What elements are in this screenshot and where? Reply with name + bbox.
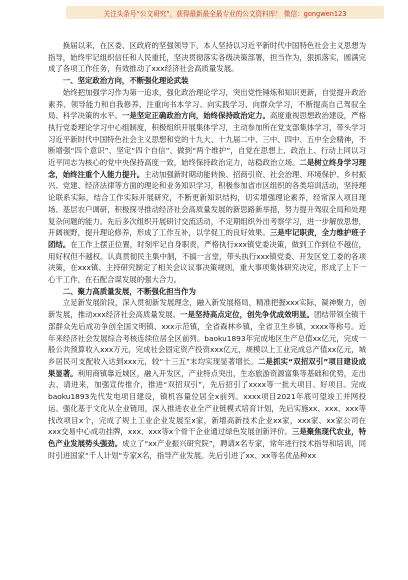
- section-2-text-b: 团结带领全镇干部群众先后成功争创全国文明镇、xxx示范镇，全省森林乡镇，全省卫生乡镇，xxxx等称号。近年来经济社会发展综合考核连续位居全区前列。baoku1893年完成地区生产总值xx亿元，完成一般公共预算收入xxx万元，完成社会固定资产投资xxx亿元，规模以上工业完成总产值xx亿元，城乡居民可支配收入达到xxx元，较“十三五”末均实现显著增长。: [48, 310, 366, 366]
- section-1-point-3: 三是牢记职责，全力维护班子团结。: [48, 228, 366, 249]
- section-1-text-b: 高度重视思想政治建设，严格执行党委理论学习中心组制度，积极组织开展集体学习，主动参加所在党支部集体学习，带头学习习近平新时代中国特色社会主义思想和党的十九大、十九届二中、三中、四中、五中全会精神，不断增强“四个意识”、坚定“四个自信”、做到“两个维护”，自觉在思想上、政治上、行动上同以习近平同志为核心的党中央保持高度一致，始终保持政治定力，站稳政治立场。: [48, 111, 366, 168]
- section-2-text-a: 立足新发展阶段，深入贯彻新发展理念，融入新发展格局，精准把握xxx实际，凝神聚力，创新发展，推动xxx经济社会高质量发展。: [48, 298, 366, 320]
- section-2-point-1: 一是坚持高点定位，创先争优成效明显。: [180, 310, 314, 320]
- section-2-point-3: 三是聚焦现代农业，特色产业发展势头强劲。: [48, 427, 366, 448]
- document-body: [48, 40, 366, 461]
- section-1-paragraph: [48, 87, 366, 286]
- promo-banner: 关注头条号“公文研究”，获得最新最全最专业的公文资料库！ 微信：gongwen123: [66, 6, 384, 19]
- section-2-point-2: 二是抓实“双招双引”项目建设成果显著。: [48, 356, 366, 378]
- section-1-heading: 一、坚定政治方向，不断强化理论武装: [62, 76, 189, 86]
- section-1-text-a: 始终把加强学习作为第一追求，强化政治理论学习，突出党性锤炼和知识更新，自觉提升政治素养、领导能力和自我修养，注重向书本学习、向实践学习、向群众学习，不断提高自己驾驭全局、科学决策的水平。: [48, 87, 366, 121]
- intro-paragraph: 换届以来，在区委、区政府的坚强领导下，本人坚持以习近平新时代中国特色社会主义思想为指导，始终牢记组织信任和人民重托，坚决贯彻落实各级决策部署，担当作为，狠抓落实，圆满完成了各项工作任务，有效推动了xxx经济社会高质量发展。: [48, 41, 366, 74]
- section-2-text-d: 成立了“xx产业振兴研究院”，聘请X名专家，常年进行技术指导和培训，同时引进国家“千人计划”专家X名，指导产业发展。先后引进了xx、xx等名优品种xx: [48, 438, 366, 460]
- section-1-point-2: 二是树立终身学习理念，始终注重个人能力提升。: [48, 158, 366, 179]
- section-2-heading: 二、聚力高质量发展，不断强化担当作为: [62, 286, 196, 296]
- section-2-text-c: 利用商镇靠近城区，融入开发区，产业特点突出，生态旅游资源富集等基础和优势，走出去、请进来，加强宣传推介，推进“双招双引”，先后招引了xxxx等一批大项目、好项目。完成baoku1893先代发电项目建设，镇机容量位居全x前列。xxxx项目2021年底可望竣工并网投运。强化基于文化从全业链用，深入推进农业全产业链模式培育计划，先后实施xx、xxx、xxx等找改项目x个，完成了规上工业企业发展至x家，新增高新技术企业xx家，xxx家、xx家公司在xxx交易中心成功挂牌，xxx、xxx等x个骨干企业通过绿色发展创新评价。: [48, 368, 366, 437]
- section-1-text-c: 主动加强新时期动能转换、招商引资、社会治理、环境保护、乡村振兴、党建、经济法律等方面的理论和业务知识学习，积极参加省市区组织的各类培训活动，坚持理论联系实际，结合工作实际开展研究，不断更新知识结构，切实增强理论素养，经常深入项目现场、基层农户调研，积极探寻推动经济社会高质量发展的新思路新举措，努力提升驾驭全局和处理复杂问题的能力。先后多次组织开展研讨交流活动，不定期组织外出考察学习，进一步解放思想，开阔视野，提升理论修养，形成了工作互补，以学促工的良好效果。: [48, 169, 366, 238]
- section-1-text-d: 在工作上摆正位置，时刻牢记自身职责，严格执行xxx镇党委决策，做到工作到位不越位，用好权但不越权。认真贯彻民主集中制，不搞一言堂，带头执行xxx镇党委、开发区党工委的各项决策，在xxx镇、主持研究制定了相关会议议事决策规则，重大事项集体研究决定，形成了上下一心干工作，在石配合谋发展的强大合力。: [48, 239, 366, 285]
- section-2-paragraph: [48, 297, 366, 461]
- section-1-point-1: 一是坚定正确政治方向，始终保持政治定力。: [121, 111, 270, 121]
